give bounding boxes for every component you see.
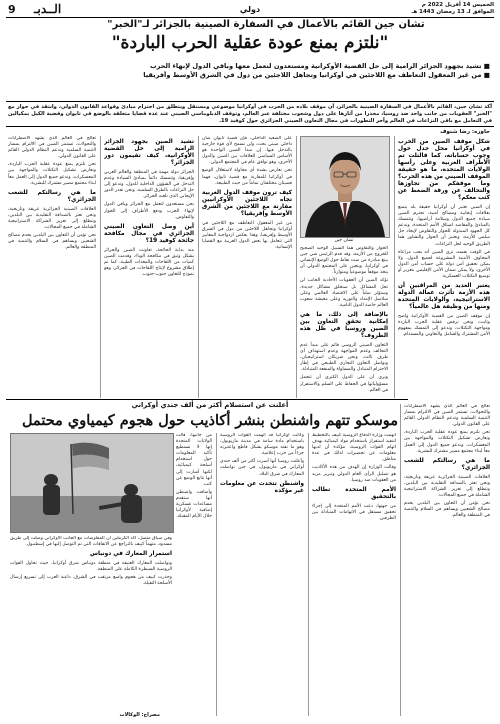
paragraph: من جانبها، قالت الولايات المتحدة إنها لا تستطيع تأكيد المعلومات حول استخدام أسلحة كيميائية، لكنها أشارت إلى أنها تتابع الوضع عن كثب.	[176, 433, 212, 487]
subheading: استمرار المعارك في دونباس	[89, 551, 172, 558]
subheading: الأمم المتحدة تطالب بالتحقيق	[312, 486, 396, 500]
paragraph: وأضافت واشنطن أنها ستقدم مساعدات عسكرية إضافية لأوكرانيا خلال الأيام المقبلة.	[176, 489, 212, 520]
text-column-4	[104, 136, 194, 398]
column-divider	[394, 136, 395, 398]
paragraph: الجزائر دولة مهمة في المنطقة والعالم العربي وإفريقيا، وتتمسك دائماً بمبادئ السيادة وعدم التدخل في الشؤون الداخلية للدول، وتدعو إلى حل النزاعات بالطرق السلمية، ونحن نقدر الدور الإيجابي الذي تلعبه الجزائر.	[104, 170, 194, 200]
paragraph: اتهمت وزارة الدفاع الروسية كييف بالتخطيط لتنفيذ استفزاز باستخدام مواد كيميائية بهدف اتهام القوات الروسية، مؤكدة أن لديها معلومات عن تحضيرات لذلك في عدة مناطق.	[312, 433, 396, 463]
story2-headline: موسكو تتهم واشنطن بنشر أكاذيب حول هجوم كيمياوي محتمل	[21, 412, 399, 429]
paragraph: نحن نلتزم بمنع عودة عقلية الحرب الباردة، ونعارض تشكيل التكتلات والمواجهة بين المعسكرات، وندعو جميع الدول إلى العمل معاً لبناء مجتمع مصير مشترك للبشرية.	[404, 430, 490, 454]
paragraph: وقالت الوزارة إن الهدف من هذه الأكاذيب هو تضليل الرأي العام الدولي وتبرير مزيد من العقوبات ضد روسيا.	[312, 465, 396, 483]
text-column-5	[8, 136, 96, 398]
issue-date-hijri: الموافق لـ 13 رمضان 1443 هـ	[411, 9, 494, 15]
paragraph: في الوقت نفسه، ترى الصين أنه يجب مراعاة المخاوف الأمنية المشروعة لجميع الدول، ولا يمكن تحقيق أمن دولة على حساب أمن الدول الأخرى، ولا يمكن ضمان الأمن الإقليمي بتعزيز أو توسيع التكتلات العسكرية.	[398, 249, 490, 280]
paragraph: وكانت أوكرانيا قد اتهمت القوات الروسية باستخدام مادة سامة في مدينة ماريوبول، وهو ما نفته موسكو بشكل قاطع واعتبرته جزءاً من حرب إعلامية.	[220, 433, 304, 457]
page-header	[6, 2, 494, 18]
bottom-column-3	[220, 433, 304, 716]
subheading: شكل موقف الصين من الحرب في أوكرانيا محل جدل حول وجوب حساباته، كما قالتلت تم الأطراف الغربية وعلى رأسها الولايات المتحدة، ما هو حقيقة الموقف الصيني من هذه الحرب؟ وما موقفكم من تجاوزها والتحالف عن ورقة الضغط عن كثب معكم؟	[398, 139, 490, 201]
paragraph: الحوار والتفاوض هما السبيل الوحيد الصحيح للخروج من الأزمة، وقد قدم الرئيس شي جين بينغ مبادرة من ست نقاط حول الوضع الإنساني في أوكرانيا، ويتعين على المجتمع الدولي أن يتخذ موقفاً موضوعياً ومتوازناً.	[300, 246, 388, 276]
paragraph: ونرى أن على الدول الكبرى أن تتحمل مسؤولياتها في الحفاظ على السلم والاستقرار في العالم.	[300, 375, 388, 393]
paragraph: وحذرت كييف من هجوم واسع مرتقب في الشرق، داعية الغرب إلى تسريع إرسال الأسلحة الثقيلة.	[10, 575, 172, 587]
column-divider	[308, 433, 309, 716]
paragraph: إن موقف الصين من القضية الأوكرانية واضح وثابت، ونحن نرفض عقلية الحرب الباردة ومواجهة التكتلات، وندعو إلى التمسك بمفهوم الأمن المشترك والشامل والتعاوني والمستدام.	[398, 314, 490, 338]
portrait-photo	[300, 136, 390, 238]
story-separator	[6, 399, 408, 400]
column-divider	[296, 136, 297, 398]
column-divider	[198, 136, 199, 398]
bottom-column-1	[404, 404, 490, 716]
newspaper-logo: الــدبـ	[34, 2, 62, 16]
paragraph: وفي سياق متصل، أكد الكرملين أن المفاوضات مع الجانب الأوكراني وصلت إلى طريق مسدود، متهماً كييف بالتراجع عن الاتفاقات التي تم التوصل إليها في إسطنبول.	[10, 536, 172, 548]
paragraph: نحن نؤمن أن التعاون بين البلدين يخدم مصالح الشعبين ويساهم في السلام والتنمية في المنطقة والعالم.	[8, 233, 96, 251]
story1-headline: "نلتزم بمنع عودة عقلية الحرب الباردة"	[111, 33, 389, 53]
subheading: تشيد الصين بجهود الجزائر الرامية إلى حل القضية الأوكرانية، كيف تقيمون دور الجزائر؟	[104, 139, 194, 166]
story1-bullet-text: من غير المعقول التعاطف مع اللاجئين في أوكرانيا وتجاهل اللاجئين من دول في الشرق الأوسط وأفريقيا	[143, 71, 482, 79]
column-divider	[100, 136, 101, 398]
paragraph: من غير المعقول التعاطف مع اللاجئين في أوكرانيا وتجاهل اللاجئين من دول في الشرق الأوسط وإفريقيا، وهذا يعكس ازدواجية المعايير التي تتعامل بها بعض الدول الغربية مع القضايا الإنسانية.	[202, 220, 292, 251]
paragraph: منذ بداية الجائحة، تعاونت الصين والجزائر بشكل وثيق في مكافحة الوباء، وقدمت الصين كميات من اللقاحات والمعدات الطبية، كما تم إطلاق مشروع لإنتاج اللقاحات في الجزائر، وهو نموذج للتعاون جنوب-جنوب.	[104, 247, 194, 278]
story2-credit: مصراح: الوكالات	[119, 712, 160, 718]
issue-date-gregorian: الخميس 14 أفريل 2022 م	[421, 2, 494, 8]
subheading: واشنطن تتحدث عن معلومات غير مؤكدة	[220, 480, 304, 494]
column-divider	[216, 433, 217, 716]
paragraph: نحن مستعدون لنعمل مع الجزائر وباقي الدول لإنهاء الحرب ودفع الأطراف إلى الحوار والتفاوض.	[104, 202, 194, 220]
paragraph: التعاون الصيني الروسي قائم على مبدأ عدم التحالف وعدم المواجهة وعدم استهداف أي طرف ثالث، ونحن شريكان استراتيجيان، ونواصل التعاون التجاري الطبيعي في إطار الاحترام المتبادل والمساواة والمنفعة المتبادلة.	[300, 342, 388, 373]
subheading: أين وصل التعاون الصيني الجزائري في مجال مكافحة جائحة كوفيد 19؟	[104, 223, 194, 244]
paragraph: من جهتها، دعت الأمم المتحدة إلى إجراء تحقيق مستقل في الاتهامات المتبادلة بين الطرفين.	[312, 503, 396, 521]
paragraph: وتواصلت المعارك العنيفة في منطقة دونباس شرق أوكرانيا، حيث تحاول القوات الروسية السيطرة الكاملة على المنطقة.	[10, 561, 172, 573]
paragraph: وأعلنت روسيا أنها أسرت أكثر من ألف جندي أوكراني في ماريوبول، في حين تواصلت المعارك في شرق البلاد.	[220, 459, 304, 477]
story1-bullets	[10, 62, 490, 80]
subheading: كيف ترون موقف الدول الغربية تجاه اللاجئين الأوكرانيين مقارنة مع اللاجئين من الشرق الأوسط وإفريقيا؟	[202, 189, 292, 217]
paragraph: نحن نؤمن أن التعاون بين البلدين يخدم مصالح الشعبين ويساهم في السلام والتنمية في المنطقة والعالم.	[404, 501, 490, 519]
soldiers-photo	[10, 433, 174, 533]
header-rule	[6, 17, 494, 18]
story1-bullet: ■ من غير المعقول التعاطف مع اللاجئين في أوكرانيا وتجاهل اللاجئين من دول في الشرق الأوسط وأفريقيا	[143, 71, 490, 79]
paragraph: نحن نلتزم بمنع عودة عقلية الحرب الباردة، ونعارض تشكيل التكتلات والمواجهة بين المعسكرات، وندعو جميع الدول إلى العمل معاً لبناء مجتمع مصير مشترك للبشرية.	[8, 162, 96, 186]
text-column-1	[398, 136, 490, 398]
text-column-3	[202, 136, 292, 398]
subheading: بالإضافة إلى ذلك، ما هي إمكانية تحقق التعاون بين الصين وروسيا في ظل هذه الظروف؟	[300, 311, 388, 339]
portrait-image	[301, 137, 389, 237]
paragraph: تعالج في العالم الذي يشهد الاضطرابات والتحولات، تستمر الصين في الالتزام بمسار التنمية السلمية وتدعم النظام الدولي القائم على القانون الدولي.	[404, 404, 490, 428]
paragraph: تعالج في العالم الذي يشهد الاضطرابات والتحولات، تستمر الصين في الالتزام بمسار التنمية السلمية وتدعم النظام الدولي القائم على القانون الدولي.	[8, 136, 96, 160]
byline-rule	[6, 126, 494, 127]
paragraph: على الصعيد الداخلي، فإن قضية تايوان شأن داخلي صيني بحت، ولن نسمح لأي قوة خارجية بالتدخل فيها. إن مبدأ الصين الواحدة هو الأساس السياسي للعلاقات بين الصين والدول الأخرى، وهو توافق عام في المجتمع الدولي.	[202, 136, 292, 166]
story1-bullet-text: تشيد بجهود الجزائر الرامية إلى حل القضية الأوكرانية ومستعدون لنعمل معها وباقي الدول لإنهاء الحرب	[150, 62, 482, 70]
lead-rule	[6, 101, 494, 102]
issue-date	[412, 2, 494, 16]
portrait-caption: تشان جين	[334, 238, 354, 243]
paragraph: العلاقات الصينية الجزائرية عريقة وتاريخية، ونحن نعتز بالصداقة التقليدية بين البلدين، ونتطلع إلى تعزيز الشراكة الاستراتيجية الشاملة في جميع المجالات.	[404, 474, 490, 499]
story1-byline: حاوره: رضا شنوف	[440, 129, 490, 135]
column-divider	[400, 404, 401, 716]
paragraph: تؤكد الصين أن العقوبات الأحادية الجانب لن تحل المشاكل بل ستخلق مشاكل جديدة، وستؤثر سلباً على الاقتصاد العالمي وعلى سلاسل الإمداد والتوريد وعلى معيشة شعوب العالم خاصة الدول النامية.	[300, 278, 388, 308]
story1-kicker: تشان جين القائم بالأعمال في السفارة الصينية بالجزائر لـ"الخبر"	[107, 19, 425, 30]
bottom-column-5	[10, 536, 172, 708]
subheading: ما هي رسالتكم للشعب الجزائري؟	[8, 189, 96, 203]
paragraph: إن الصين تعتبر أن أوكرانيا حقيقة بلد يتمتع بعلاقات إيجابية ومصالح أمنية، تحترم الصين سيادة جميع الدول وسلامة أراضيها، وتتمسك بالمبادئ والمقاصد لميثاق الأمم المتحدة، وندعم كل الجهود المبذولة للحوار والتفاوض لإيجاد حل سلمي للأزمة، ونعتبر أن الحوار والتشاور هما الطريق الوحيد لحل النزاعات.	[398, 205, 490, 247]
story2-kicker: أعلنت عن استسلام أكثر من ألف جندي أوكراني	[131, 401, 289, 409]
subheading: ما هي رسالتكم للشعب الجزائري؟	[404, 457, 490, 471]
bottom-column-4	[176, 433, 212, 716]
story1-bullet: ■ تشيد بجهود الجزائر الرامية إلى حل القضية الأوكرانية ومستعدون لنعمل معها وباقي الدول لإنهاء الحرب	[150, 62, 490, 70]
text-column-2	[300, 246, 388, 398]
paragraph: العلاقات الصينية الجزائرية عريقة وتاريخية، ونحن نعتز بالصداقة التقليدية بين البلدين، ونتطلع إلى تعزيز الشراكة الاستراتيجية الشاملة في جميع المجالات.	[8, 206, 96, 231]
section-name: دولي	[239, 5, 261, 14]
story1-lead: أكد تشان جين، القائم بالأعمال في السفارة الصينية بالجزائر، أن موقف بلاده من الحرب في أوكرانيا موضوعي ومستقل ويتطلق من احترام مبادئ وقواعد القانون الدولي، وانتقد في حوار مع "الخبر" العقوبات من جانب واحد ضد روسيا، محذرا من آثارها على دول وشعوب مختلفة عبر العالم، وتوقف الدبلوماسي الصيني عند عدة قضايا متعلقة بالوضع في تايوان وقضية الكيل بمكيالين في التعامل مع باقي النزاعات في العالم وآخر التطورات في مجال التعاون الصيني الجزائري حول كوفيد 19.	[8, 104, 492, 124]
subheading: يعتبر العديد من المراقبين أن هذه الأزمة تأثرت عمالة الدولة الاستراتيجية، والولايات المتحدة ومنها من وظيفة هل عالمياً؟	[398, 283, 490, 311]
paragraph: نحن نعارض بشدة أي محاولة لاستغلال الوضع في أوكرانيا للمقارنة مع قضية تايوان، فهما قضيتان مختلفتان تماماً من حيث الطبيعة.	[202, 168, 292, 186]
soldiers-image	[11, 434, 173, 532]
page-number: 9	[8, 3, 16, 16]
bottom-column-2	[312, 433, 396, 716]
